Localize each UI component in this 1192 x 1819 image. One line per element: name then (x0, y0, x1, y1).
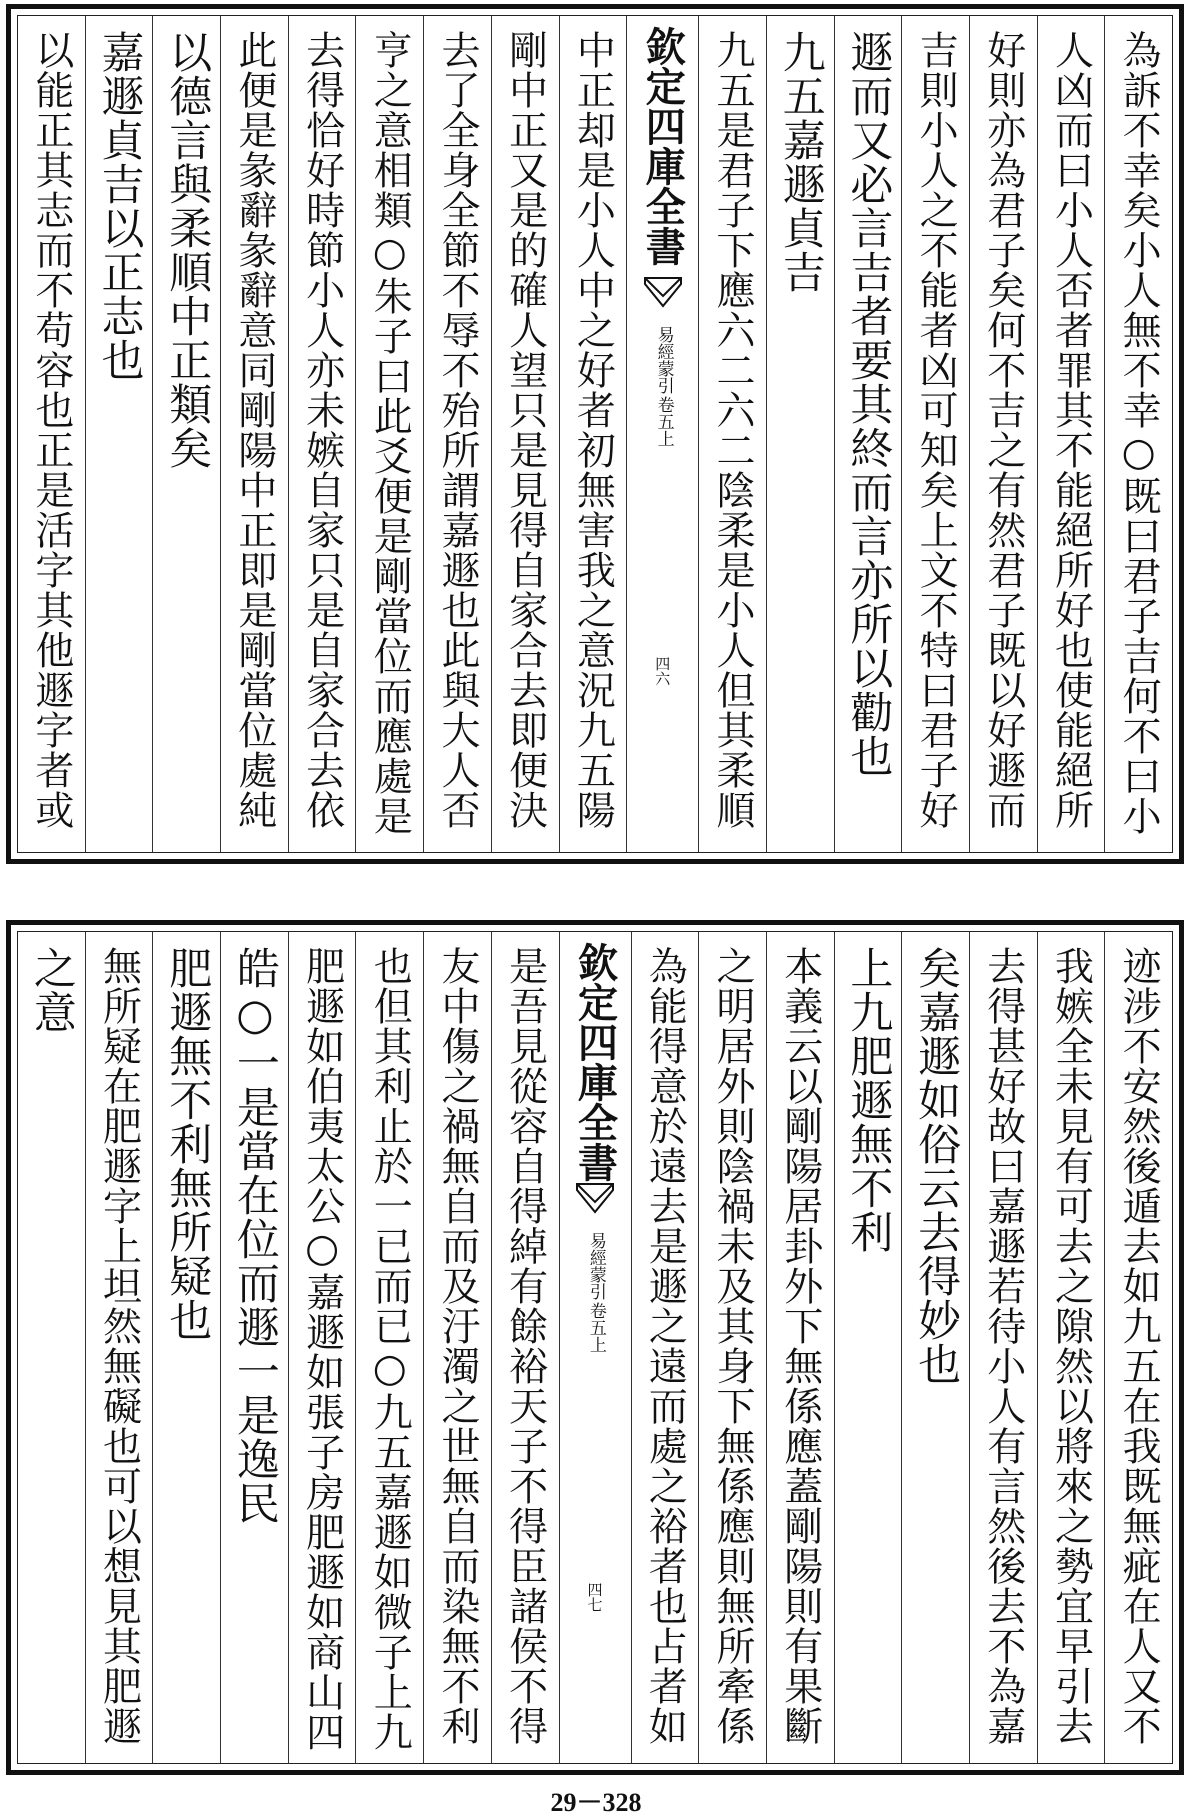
text-column (698, 16, 766, 852)
column-text: 上九肥遯無不利 (843, 946, 894, 1254)
text-column (152, 16, 220, 852)
fold-column (626, 16, 698, 852)
text-column (288, 16, 356, 852)
text-column (1104, 16, 1172, 852)
page-number: 四六 (653, 656, 672, 686)
text-column (766, 16, 834, 852)
fold-column (559, 932, 631, 1763)
text-column (423, 932, 491, 1763)
text-column (18, 932, 85, 1763)
text-column (969, 932, 1037, 1763)
text-column (18, 16, 85, 852)
text-column (288, 932, 356, 1763)
column-text: 肥遯無不利無所疑也 (162, 946, 213, 1342)
column-text: 之意 (26, 946, 77, 1034)
top-page (6, 4, 1184, 864)
bottom-page (6, 920, 1184, 1775)
text-column (559, 16, 627, 852)
column-text: 友中傷之禍無自而及汙濁之世無自而染無不利 (434, 946, 480, 1746)
column-text: 之明居外則陰禍未及其身下無係應則無所牽係 (710, 946, 756, 1746)
column-text: 好則亦為君子矣何不吉之有然君子既以好遯而 (980, 30, 1026, 830)
column-text: 本義云以剛陽居卦外下無係應蓋剛陽則有果斷 (777, 946, 823, 1746)
column-text: 去得甚好故曰嘉遯若待小人有言然後去不為嘉 (980, 946, 1026, 1746)
column-text: 人凶而曰小人否者罪其不能絕所好也使能絕所 (1048, 30, 1094, 830)
book-title: 欽定四庫全書 (571, 942, 619, 1182)
column-text: 亨之意相類○朱子曰此爻便是剛當位而應處是 (367, 30, 413, 836)
text-column (1037, 16, 1105, 852)
column-text: 皓○一是當在位而遯一是逸民 (229, 946, 280, 1525)
fishtail-mark-icon (575, 1182, 615, 1216)
text-column (220, 16, 288, 852)
column-text: 無所疑在肥遯字上坦然無礙也可以想見其肥遯 (96, 946, 142, 1746)
column-text: 去了全身全節不辱不殆所謂嘉遯也此與大人否 (434, 30, 480, 830)
column-text: 肥遯如伯夷太公○嘉遯如張子房肥遯如商山四 (299, 946, 345, 1752)
text-column (834, 16, 902, 852)
text-column (85, 16, 153, 852)
column-text: 吉則小人之不能者凶可知矣上文不特曰君子好 (913, 30, 959, 830)
text-column (152, 932, 220, 1763)
column-text: 為訴不幸矣小人無不幸○既曰君子吉何不曰小 (1116, 30, 1162, 836)
column-text: 迹涉不安然後遁去如九五在我既無疵在人又不 (1116, 946, 1162, 1746)
text-column (901, 932, 969, 1763)
column-text: 我嫉全未見有可去之隙然以將來之勢宜早引去 (1048, 946, 1094, 1746)
text-column (491, 16, 559, 852)
text-column (834, 932, 902, 1763)
column-text: 也但其利止於一已而已○九五嘉遯如微子上九 (367, 946, 413, 1752)
column-text: 以德言與柔順中正類矣 (162, 30, 213, 470)
bottom-page-frame (17, 931, 1173, 1764)
column-text: 是吾見從容自得綽有餘裕天子不得臣諸侯不得 (502, 946, 548, 1746)
book-title: 欽定四庫全書 (639, 26, 687, 266)
text-column (85, 932, 153, 1763)
running-head (654, 326, 672, 447)
text-column (1037, 932, 1105, 1763)
text-column (355, 932, 423, 1763)
fishtail-mark-icon (643, 276, 683, 310)
column-text: 去得恰好時節小人亦未嫉自家只是自家合去依 (299, 30, 345, 830)
text-column (766, 932, 834, 1763)
column-text: 遯而又必言吉者要其終而言亦所以勸也 (843, 30, 894, 778)
text-column (901, 16, 969, 852)
column-text: 矣嘉遯如俗云去得妙也 (911, 946, 962, 1386)
column-text: 中正却是小人中之好者初無害我之意況九五陽 (570, 30, 616, 830)
text-column (698, 932, 766, 1763)
page-number: 四七 (585, 1582, 604, 1612)
running-head-title: 易經蒙引 (585, 1232, 606, 1300)
text-column (969, 16, 1037, 852)
text-column (355, 16, 423, 852)
running-head-title: 易經蒙引 (653, 326, 674, 394)
text-column (631, 932, 699, 1763)
text-column (220, 932, 288, 1763)
column-text: 為能得意於遠去是遯之遠而處之裕者也占者如 (642, 946, 688, 1746)
top-page-frame (17, 15, 1173, 853)
bottom-page-columns (18, 932, 1172, 1763)
column-text: 九五是君子下應六二六二陰柔是小人但其柔順 (710, 30, 756, 830)
text-column (491, 932, 559, 1763)
column-text: 以能正其志而不苟容也正是活字其他遯字者或 (28, 30, 74, 830)
running-head-volume: 卷五上 (653, 396, 674, 447)
column-text: 此便是彖辭彖辭意同剛陽中正即是剛當位處純 (231, 30, 277, 830)
running-head-volume: 卷五上 (585, 1302, 606, 1353)
text-column (423, 16, 491, 852)
column-text: 剛中正又是的確人望只是見得自家合去即便決 (502, 30, 548, 830)
column-text: 九五嘉遯貞吉 (775, 30, 826, 294)
text-column (1104, 932, 1172, 1763)
top-page-columns (18, 16, 1172, 852)
running-head (586, 1232, 604, 1353)
column-text: 嘉遯貞吉以正志也 (94, 30, 145, 382)
footer-page-reference: 29－328 (550, 1788, 642, 1817)
